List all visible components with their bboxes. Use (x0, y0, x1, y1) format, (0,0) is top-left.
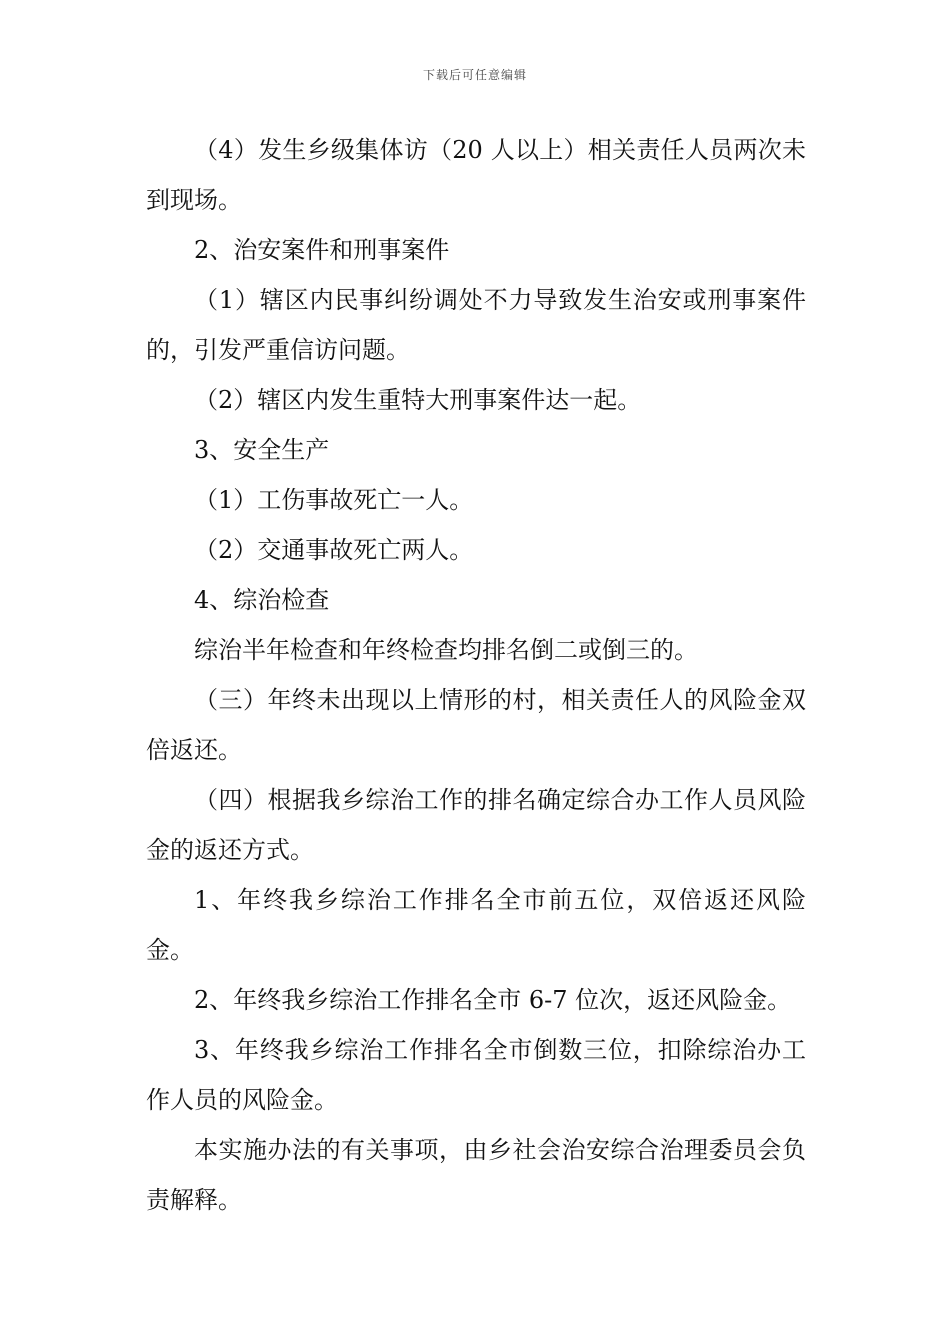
paragraph-item-2-traffic: （2）交通事故死亡两人。 (194, 536, 474, 564)
paragraph-interpretation: 本实施办法的有关事项，由乡社会治安综合治理委员会负责解释。 (146, 1136, 806, 1214)
paragraph-rank-top-five: 1、年终我乡综治工作排名全市前五位，双倍返还风险金。 (146, 886, 806, 964)
paragraph-rank-six-seven: 2、年终我乡综治工作排名全市 6-7 位次，返还风险金。 (194, 986, 792, 1014)
paragraph-heading-inspection: 4、综治检查 (194, 586, 330, 614)
paragraph-item-1-work-injury: （1）工伤事故死亡一人。 (194, 486, 474, 514)
paragraph-item-4-onsite: （4）发生乡级集体访（20 人以上）相关责任人员两次未到现场。 (146, 136, 806, 214)
paragraph-section-4-method: （四）根据我乡综治工作的排名确定综合办工作人员风险金的返还方式。 (146, 786, 806, 864)
paragraph-heading-public-security: 2、治安案件和刑事案件 (194, 236, 450, 264)
paragraph-item-2-criminal-case: （2）辖区内发生重特大刑事案件达一起。 (194, 386, 642, 414)
paragraph-heading-work-safety: 3、安全生产 (194, 436, 330, 464)
page-header-note: 下载后可任意编辑 (422, 68, 527, 82)
paragraph-inspection-ranking: 综治半年检查和年终检查均排名倒二或倒三的。 (194, 636, 698, 664)
document-body (146, 125, 806, 1225)
paragraph-item-1-disputes: （1）辖区内民事纠纷调处不力导致发生治安或刑事案件的，引发严重信访问题。 (146, 286, 806, 364)
paragraph-section-3-refund: （三）年终未出现以上情形的村，相关责任人的风险金双倍返还。 (146, 686, 806, 764)
paragraph-rank-bottom-three: 3、年终我乡综治工作排名全市倒数三位，扣除综治办工作人员的风险金。 (146, 1036, 806, 1114)
